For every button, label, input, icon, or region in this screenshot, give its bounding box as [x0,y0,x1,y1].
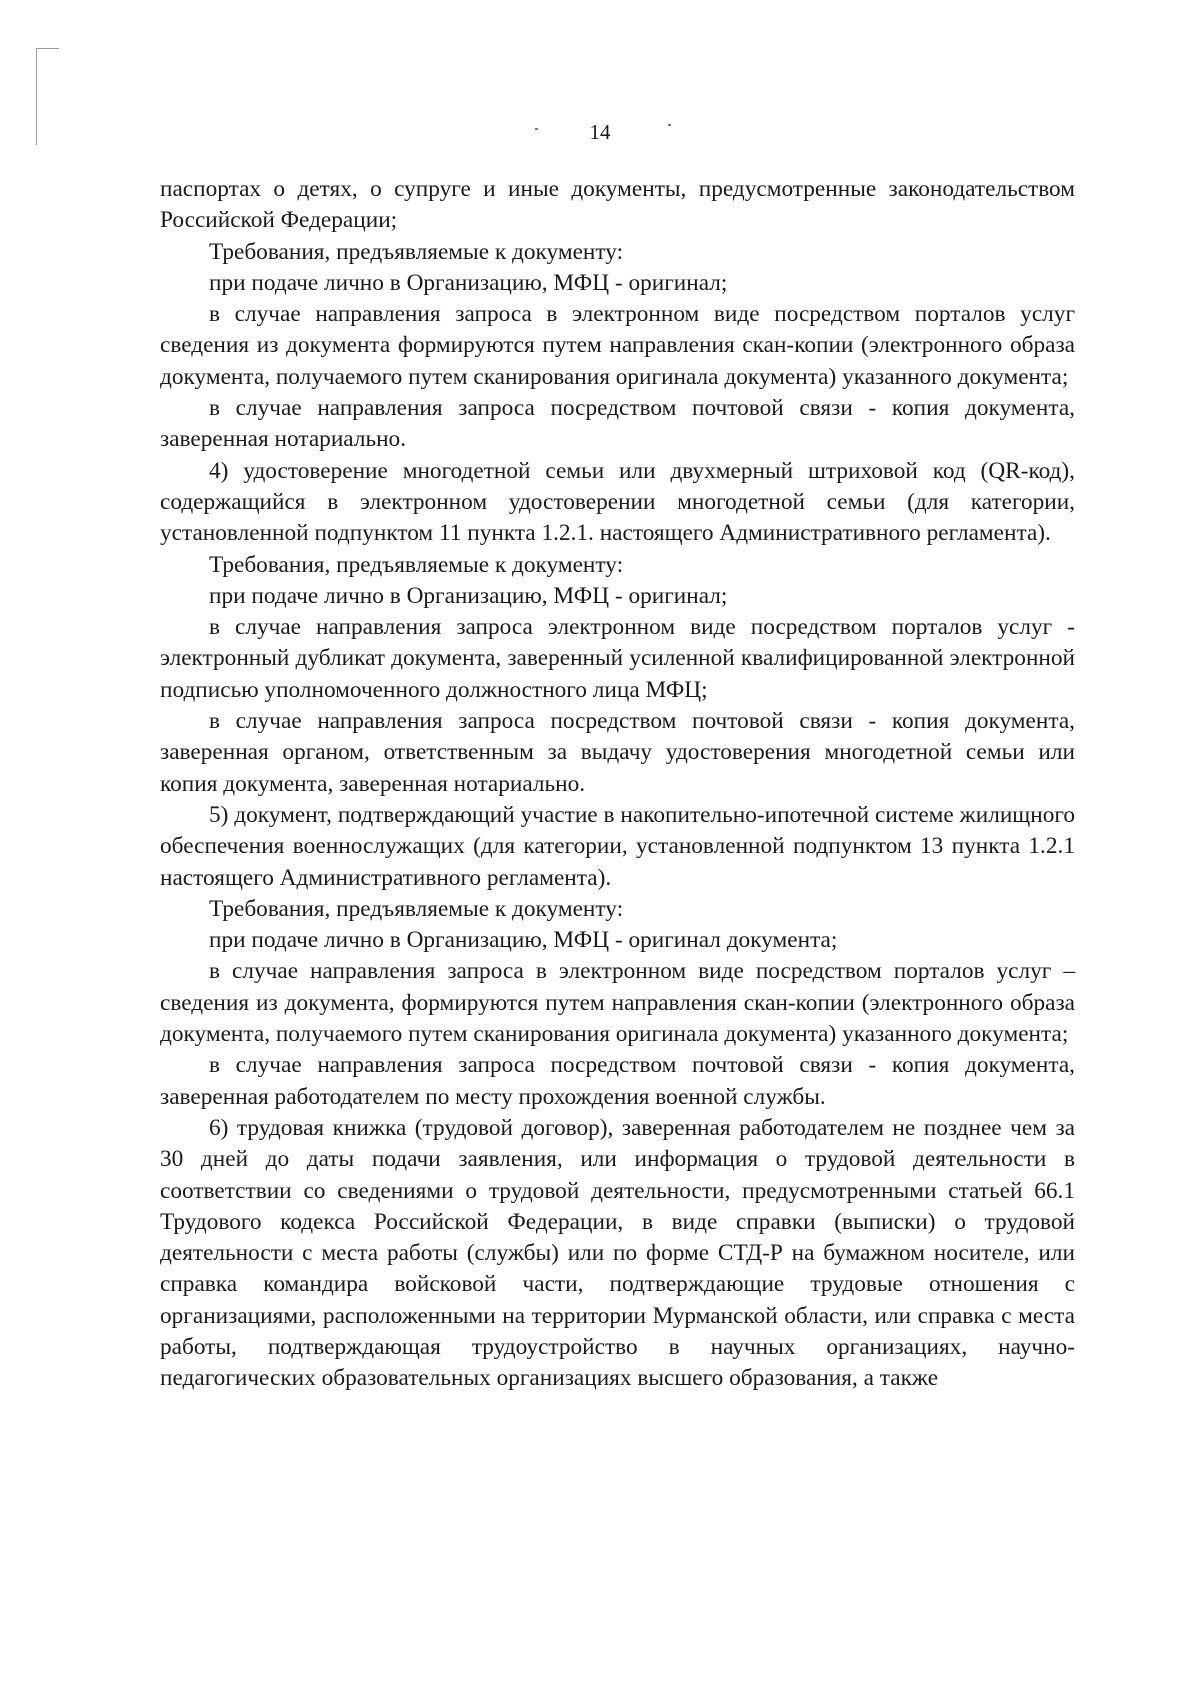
paragraph: при подаче лично в Организацию, МФЦ - оригинал документа; [209,927,838,954]
paragraph: Требования, предъявляемые к документу: [209,238,624,265]
page-number: 14 [589,120,611,144]
paragraph: 5) документ, подтверждающий участие в накопительно-ипотечной системе жилищного обеспечения военнослужащих (для категории, установленной подпунктом 13 пункта 1.2.1 настоящего Административного регламента). [160,801,1075,891]
document-body [160,174,1075,1395]
paragraph: в случае направления запроса посредством почтовой связи - копия документа, заверенная работодателем по месту прохождения военной службы. [160,1052,1075,1110]
paragraph: 6) трудовая книжка (трудовой договор), заверенная работодателем не позднее чем за 30 дней до даты подачи заявления, или информация о трудовой деятельности в соответствии со сведениями о трудовой деятельности, предусмотренными статьей 66.1 Трудового кодекса Российской Федерации, в виде справки (выписки) о трудовой деятельности с места работы (службы) или по форме СТД-Р на бумажном носителе, или справка командира войсковой части, подтверждающие трудовые отношения с организациями, расположенными на территории Мурманской области, или справка с места работы, подтверждающая трудоустройство в научных организациях, научно-педагогических образовательных организациях высшего образования, а также [160,1114,1075,1392]
paragraph: в случае направления запроса в электронном виде посредством порталов услуг – сведения из документа, формируются путем направления скан-копии (электронного образа документа, получаемого путем сканирования оригинала документа) указанного документа; [160,958,1075,1048]
paragraph: при подаче лично в Организацию, МФЦ - оригинал; [209,582,728,609]
paragraph: в случае направления запроса электронном виде посредством порталов услуг - электронный дубликат документа, заверенный усиленной квалифицированной электронной подписью уполномоченного должностного лица МФЦ; [160,614,1075,703]
paragraph: при подаче лично в Организацию, МФЦ - оригинал; [209,269,728,296]
paragraph: в случае направления запроса посредством почтовой связи - копия документа, заверенная органом, ответственным за выдачу удостоверения многодетной семьи или копия документа, заверенная нотариально. [160,708,1075,797]
paragraph: в случае направления запроса в электронном виде посредством порталов услуг сведения из документа формируются путем направления скан-копии (электронного образа документа, получаемого путем сканирования оригинала документа) указанного документа; [160,301,1075,390]
paragraph: паспортах о детях, о супруге и иные документы, предусмотренные законодательством Российской Федерации; [160,176,1075,234]
paragraph: Требования, предъявляемые к документу: [209,895,624,922]
paragraph: 4) удостоверение многодетной семьи или двухмерный штриховой код (QR-код), содержащийся в электронном удостоверении многодетной семьи (для категории, установленной подпунктом 11 пункта 1.2.1. настоящего Административного регламента). [160,457,1075,547]
paragraph: Требования, предъявляемые к документу: [209,551,624,578]
paragraph: в случае направления запроса посредством почтовой связи - копия документа, заверенная нотариально. [160,395,1075,453]
